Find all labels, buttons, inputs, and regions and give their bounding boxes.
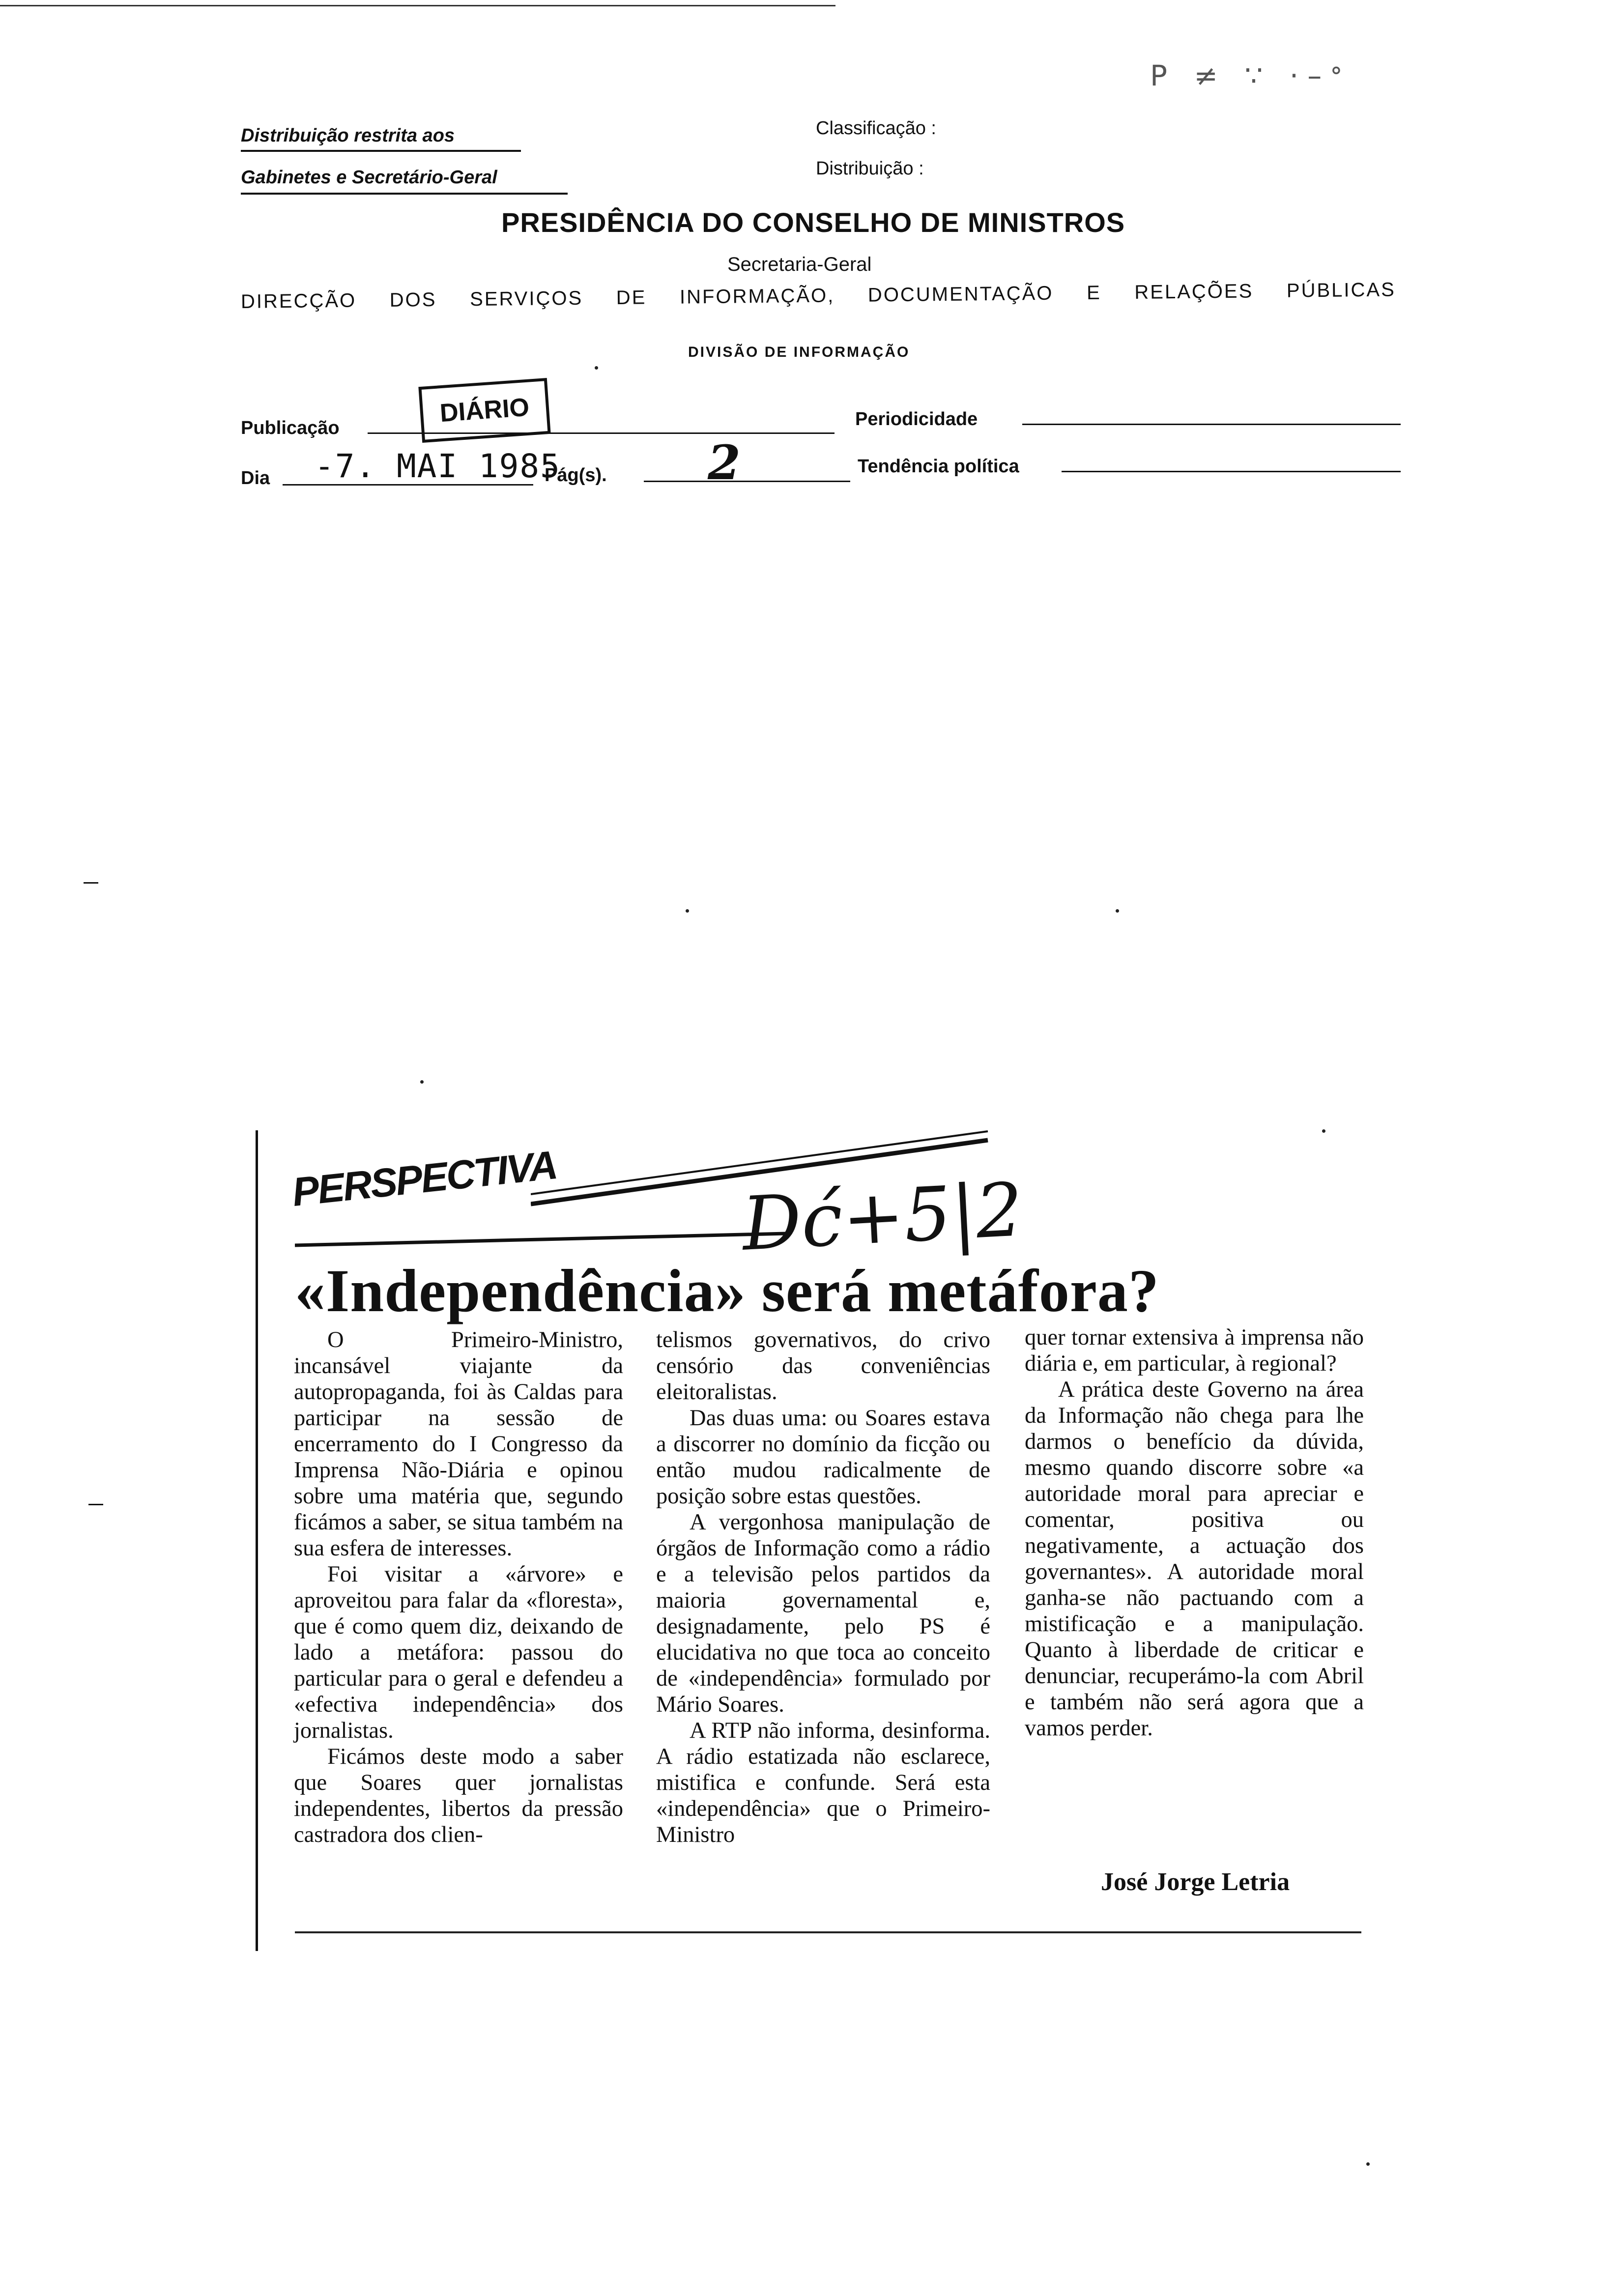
direccao-word: DE bbox=[616, 287, 647, 309]
article-column-3 bbox=[1025, 1324, 1364, 1741]
section-perspectiva: PERSPECTIVA bbox=[290, 1143, 559, 1215]
direccao-word: DOCUMENTAÇÃO bbox=[867, 282, 1054, 306]
scan-top-edge-line bbox=[0, 5, 835, 6]
paragraph: A RTP não informa, desinforma. A rádio estatizada não esclarece, mistifica e confunde. Será esta «independência» que o Primeiro-Ministro bbox=[656, 1718, 990, 1847]
direccao-servicos bbox=[241, 279, 1396, 313]
headline-top-rule bbox=[295, 1224, 786, 1248]
publicacao-label: Publicação bbox=[241, 418, 340, 438]
periodicidade-label: Periodicidade bbox=[855, 409, 978, 430]
distribuicao-label: Distribuição : bbox=[816, 158, 924, 179]
direccao-word: RELAÇÕES bbox=[1134, 280, 1254, 303]
restricted-distribution-line2: Gabinetes e Secretário-Geral bbox=[241, 167, 497, 188]
presidency-title: PRESIDÊNCIA DO CONSELHO DE MINISTROS bbox=[501, 207, 1125, 238]
secretaria-geral: Secretaria-Geral bbox=[727, 254, 872, 275]
direccao-word: DIRECÇÃO bbox=[240, 289, 357, 313]
speck bbox=[420, 1080, 424, 1084]
divisao-informacao: DIVISÃO DE INFORMAÇÃO bbox=[688, 344, 910, 360]
article-column-1 bbox=[294, 1327, 623, 1848]
pag-fill-line bbox=[644, 481, 850, 482]
direccao-word: PÚBLICAS bbox=[1286, 279, 1396, 302]
paragraph: A prática deste Governo na área da Informação não chega para lhe darmos o benefício da dúvida, mesmo quando discorre sobre «a autoridade moral para apreciar e comentar, positiva ou negativamente, a actuação dos governantes». A autoridade moral ganha-se não pactuando com a mistificação e a manipulação. Quanto à liberdade de criticar e denunciar, recuperámo-la com Abril e também não será agora que a vamos perder. bbox=[1025, 1377, 1364, 1741]
publicacao-stamp: DIÁRIO bbox=[418, 378, 550, 443]
clipping-bottom-rule bbox=[295, 1931, 1361, 1933]
handwritten-reference: Dć+5|2 bbox=[740, 1167, 1025, 1267]
clipping-left-border bbox=[256, 1130, 258, 1951]
paragraph: telismos governativos, do crivo censório das conveniências eleitoralistas. bbox=[656, 1327, 990, 1405]
article-column-2 bbox=[656, 1327, 990, 1848]
tendencia-label: Tendência política bbox=[858, 456, 1019, 477]
classificacao-label: Classificação : bbox=[816, 118, 936, 139]
speck bbox=[595, 366, 598, 370]
periodicidade-fill-line bbox=[1022, 424, 1401, 425]
paragraph: Ficámos deste modo a saber que Soares quer jornalistas independentes, libertos da pressão castradora dos clien- bbox=[294, 1744, 623, 1847]
restricted-distribution-line1: Distribuição restrita aos bbox=[241, 125, 455, 146]
tendencia-fill-line bbox=[1062, 471, 1401, 472]
dia-date-stamp: -7. MAI 1985 bbox=[315, 447, 561, 485]
pag-label: Pág(s). bbox=[545, 465, 607, 486]
corner-handwriting: P ≠ ∵ ·–ᐤ bbox=[1150, 59, 1351, 92]
speck bbox=[1322, 1129, 1325, 1133]
direccao-word: E bbox=[1086, 282, 1101, 304]
paragraph: A vergonhosa manipulação de órgãos de Informação como a rádio e a televisão pelos partidos da maioria governamental e, designadamente, pelo PS é elucidativa no que toca ao conceito de «independência» formulado por Mário Soares. bbox=[656, 1510, 990, 1717]
restricted-underline-2 bbox=[241, 193, 568, 195]
scan-mark bbox=[88, 1504, 103, 1505]
article-headline: «Independência» será metáfora? bbox=[295, 1257, 1159, 1324]
article-author: José Jorge Letria bbox=[1101, 1868, 1290, 1896]
speck bbox=[1116, 909, 1119, 913]
pag-handwritten: 2 bbox=[708, 435, 741, 490]
scan-mark bbox=[84, 882, 98, 884]
direccao-word: SERVIÇOS bbox=[469, 287, 583, 311]
speck bbox=[1366, 2162, 1370, 2166]
speck bbox=[686, 909, 689, 913]
direccao-word: INFORMAÇÃO, bbox=[679, 285, 835, 308]
paragraph: Das duas uma: ou Soares estava a discorrer no domínio da ficção ou então mudou radicalmente de posição sobre estas questões. bbox=[656, 1406, 990, 1509]
restricted-underline-1 bbox=[241, 150, 521, 152]
paragraph: Foi visitar a «árvore» e aproveitou para falar da «floresta», que é como quem diz, deixando de lado a metáfora: passou do particular para o geral e defendeu a «efectiva independência» dos jornalistas. bbox=[294, 1562, 623, 1743]
direccao-word: DOS bbox=[389, 288, 437, 311]
paragraph: quer tornar extensiva à imprensa não diária e, em particular, à regional? bbox=[1025, 1325, 1364, 1376]
dia-label: Dia bbox=[241, 468, 270, 488]
paragraph: O Primeiro-Ministro, incansável viajante da autopropaganda, foi às Caldas para participar na sessão de encerramento do I Congresso da Imprensa Não-Diária e opinou sobre uma matéria que, segundo ficámos a saber, se situa também na sua esfera de interesses. bbox=[294, 1327, 623, 1561]
